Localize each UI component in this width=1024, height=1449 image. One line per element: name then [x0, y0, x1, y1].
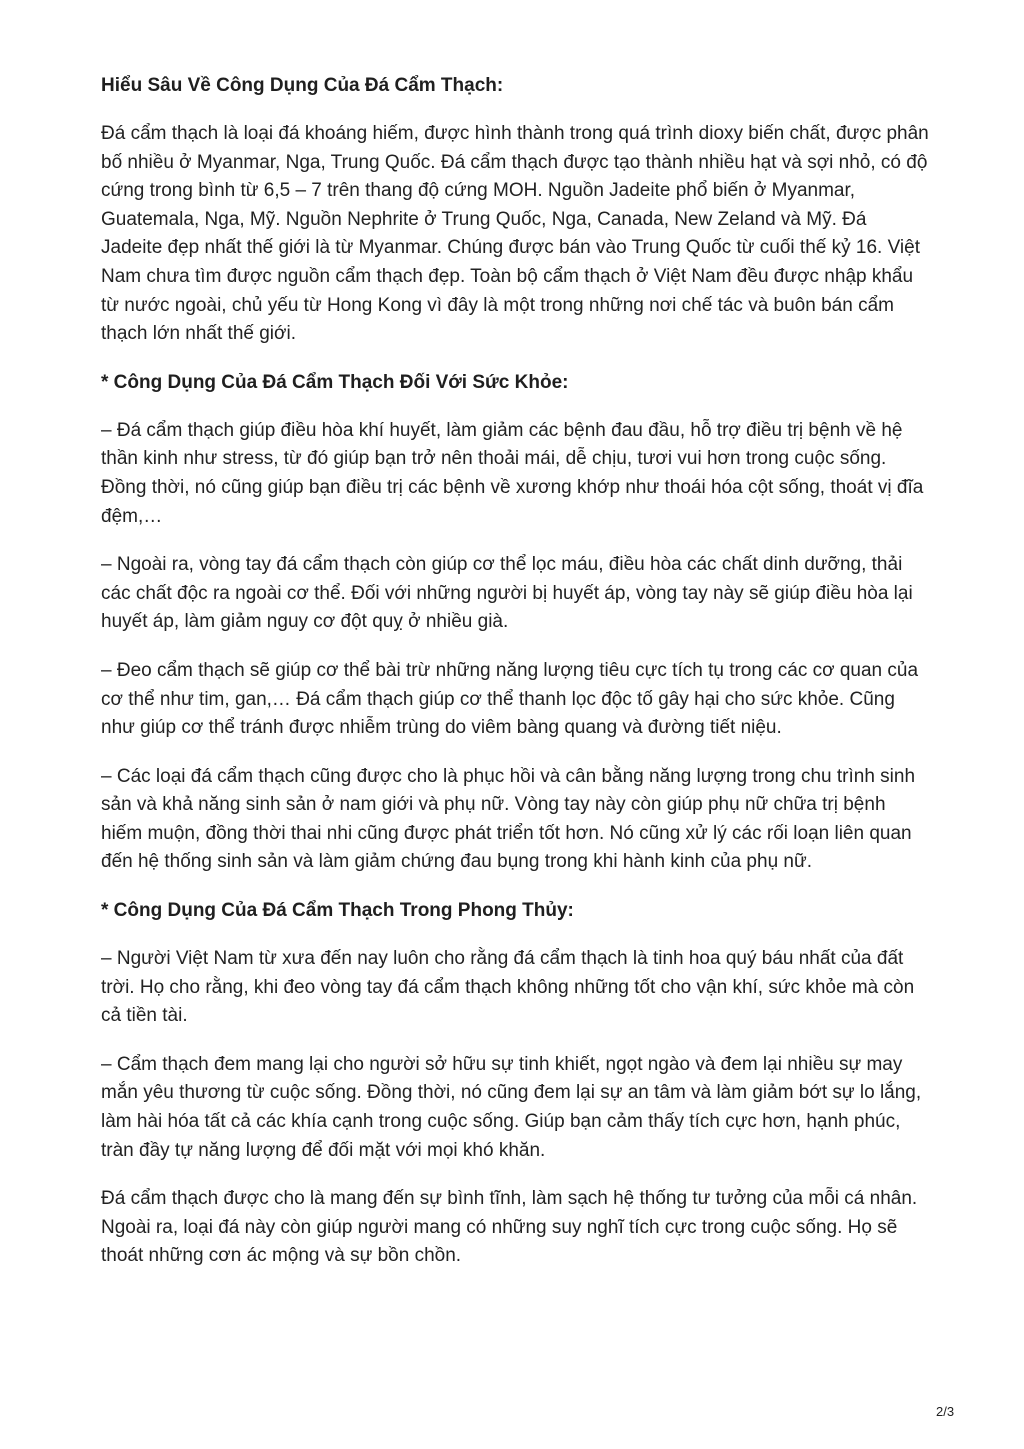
section-heading: * Công Dụng Của Đá Cẩm Thạch Trong Phong Thủy: [101, 900, 574, 922]
section-heading: Hiểu Sâu Về Công Dụng Của Đá Cẩm Thạch: [101, 75, 504, 96]
paragraph: – Đá cẩm thạch giúp điều hòa khí huyết, làm giảm các bệnh đau đầu, hỗ trợ điều trị bệnh về hệ thần kinh như stress, từ đó giúp bạn trở nên thoải mái, dễ chịu, tươi vui hơn trong cuộc sống. Đồng thời, nó cũng giúp bạn điều trị các bệnh về xương khớp như thoái hóa cột sống, thoát vị đĩa đệm,… [101, 419, 924, 527]
paragraph: – Người Việt Nam từ xưa đến nay luôn cho rằng đá cẩm thạch là tinh hoa quý báu nhất của đất trời. Họ cho rằng, khi đeo vòng tay đá cẩm thạch không những tốt cho vận khí, sức khỏe mà còn cả tiền tài. [101, 948, 915, 1027]
document-body [101, 72, 931, 1291]
paragraph: Đá cẩm thạch được cho là mang đến sự bình tĩnh, làm sạch hệ thống tư tưởng của mỗi cá nhân. Ngoài ra, loại đá này còn giúp người mang có những suy nghĩ tích cực trong cuộc sống. Họ sẽ thoát những cơn ác mộng và sự bồn chồn. [101, 1188, 918, 1267]
paragraph: – Ngoài ra, vòng tay đá cẩm thạch còn giúp cơ thể lọc máu, điều hòa các chất dinh dưỡng, thải các chất độc ra ngoài cơ thể. Đối với những người bị huyết áp, vòng tay này sẽ giúp điều hòa lại huyết áp, làm giảm nguy cơ đột quỵ ở nhiều già. [101, 554, 913, 633]
section-heading: * Công Dụng Của Đá Cẩm Thạch Đối Với Sức Khỏe: [101, 371, 569, 393]
paragraph: – Cẩm thạch đem mang lại cho người sở hữu sự tinh khiết, ngọt ngào và đem lại nhiều sự may mắn yêu thương từ cuộc sống. Đồng thời, nó cũng đem lại sự an tâm và làm giảm bớt sự lo lắng, làm hài hóa tất cả các khía cạnh trong cuộc sống. Giúp bạn cảm thấy tích cực hơn, hạnh phúc, tràn đầy tự năng lượng để đối mặt với mọi khó khăn. [101, 1053, 922, 1161]
paragraph: Đá cẩm thạch là loại đá khoáng hiếm, được hình thành trong quá trình dioxy biến chất, được phân bố nhiều ở Myanmar, Nga, Trung Quốc. Đá cẩm thạch được tạo thành nhiều hạt và sợi nhỏ, có độ cứng trong bình từ 6,5 – 7 trên thang độ cứng MOH. Nguồn Jadeite phổ biến ở Myanmar, Guatemala, Nga, Mỹ. Nguồn Nephrite ở Trung Quốc, Nga, Canada, New Zeland và Mỹ. Đá Jadeite đẹp nhất thế giới là từ Myanmar. Chúng được bán vào Trung Quốc từ cuối thế kỷ 16. Việt Nam chưa tìm được nguồn cẩm thạch đẹp. Toàn bộ cẩm thạch ở Việt Nam đều được nhập khẩu từ nước ngoài, chủ yếu từ Hong Kong vì đây là một trong những nơi chế tác và buôn bán cẩm thạch lớn nhất thế giới. [101, 123, 929, 345]
paragraph: – Các loại đá cẩm thạch cũng được cho là phục hồi và cân bằng năng lượng trong chu trình sinh sản và khả năng sinh sản ở nam giới và phụ nữ. Vòng tay này còn giúp phụ nữ chữa trị bệnh hiếm muộn, đồng thời thai nhi cũng được phát triển tốt hơn. Nó cũng xử lý các rối loạn liên quan đến hệ thống sinh sản và làm giảm chứng đau bụng trong khi hành kinh của phụ nữ. [101, 765, 916, 873]
page-number: 2/3 [936, 1404, 955, 1419]
paragraph: – Đeo cẩm thạch sẽ giúp cơ thể bài trừ những năng lượng tiêu cực tích tụ trong các cơ quan của cơ thể như tim, gan,… Đá cẩm thạch giúp cơ thể thanh lọc độc tố gây hại cho sức khỏe. Cũng như giúp cơ thể tránh được nhiễm trùng do viêm bàng quang và đường tiết niệu. [101, 659, 919, 739]
